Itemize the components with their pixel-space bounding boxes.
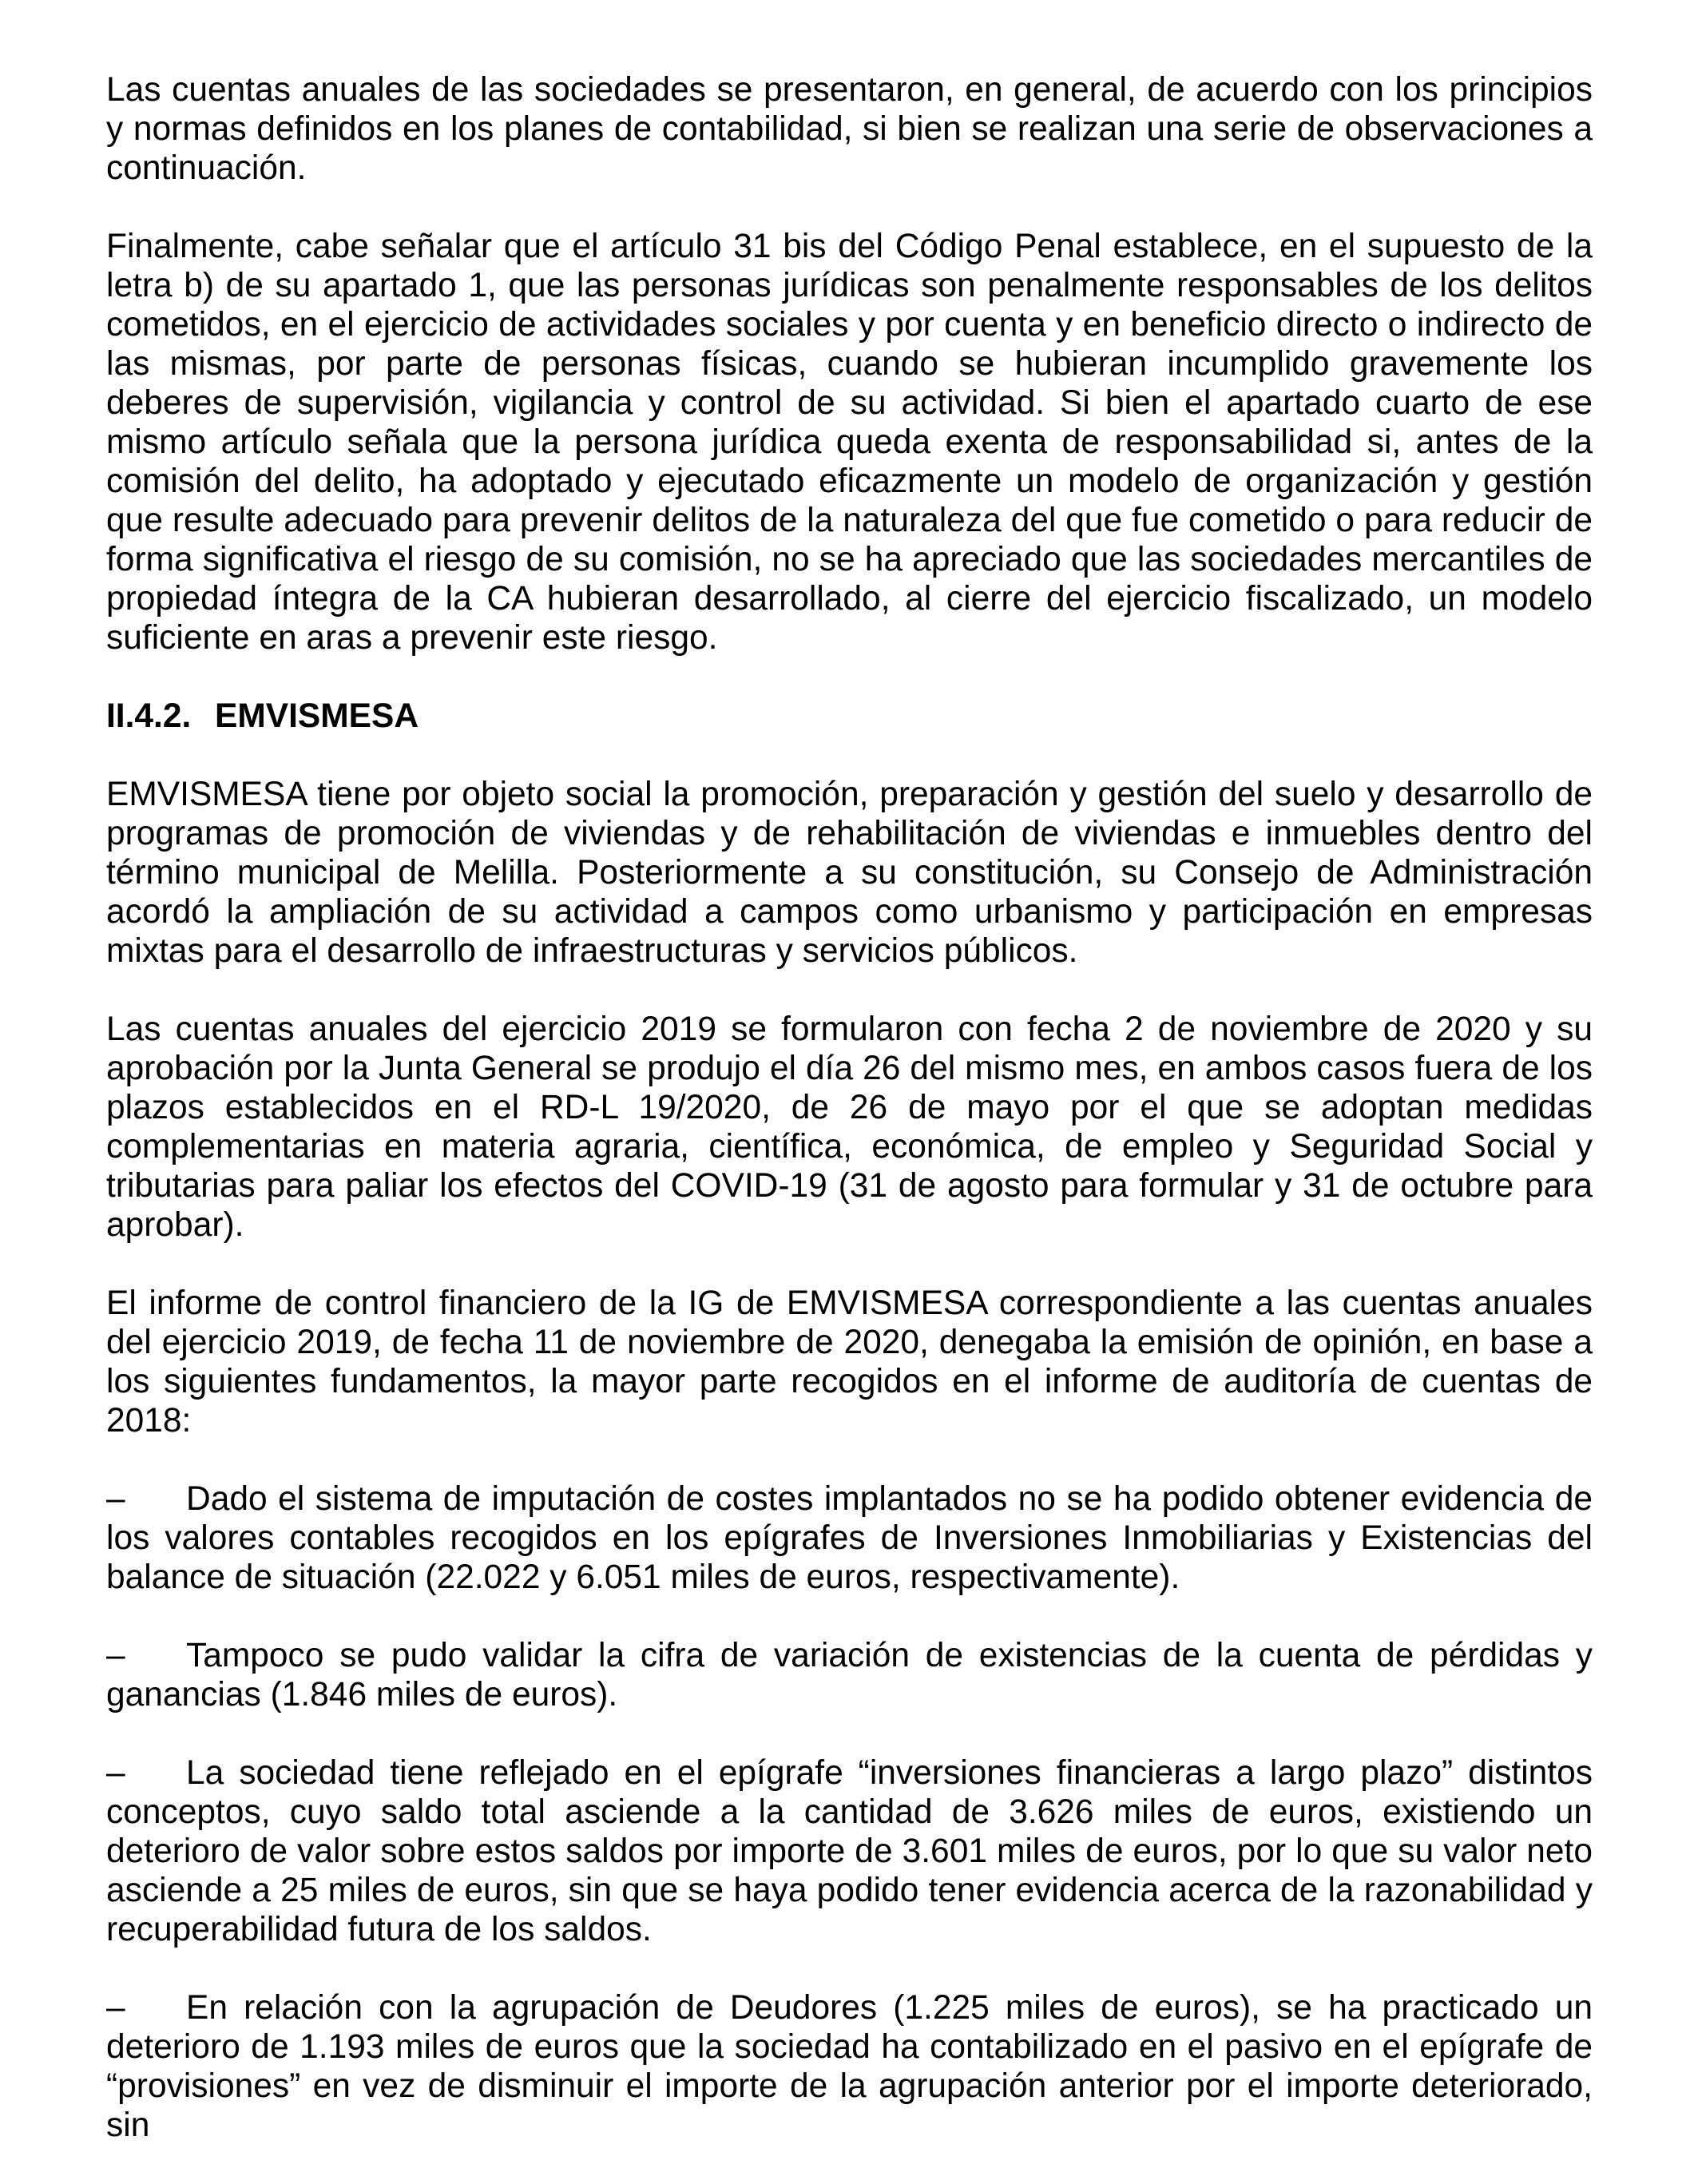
section-number: II.4.2.	[106, 697, 192, 735]
section-title: EMVISMESA	[215, 697, 419, 735]
bullet-item	[106, 1753, 1593, 1949]
bullet-item	[106, 1636, 1593, 1714]
dash-marker: –	[106, 1480, 125, 1518]
bullet-text: En relación con la agrupación de Deudores (1.225 miles de euros), se ha practicado un deterioro de 1.193 miles de euros que la sociedad ha contabilizado en el pasivo en el epígrafe de “provisiones” en vez de disminuir el importe de la agrupación anterior por el importe deteriorado, sin	[106, 1989, 1593, 2144]
paragraph-cuentas-anuales: Las cuentas anuales de las sociedades se presentaron, en general, de acuerdo con los principios y normas definidos en los planes de contabilidad, si bien se realizan una serie de observaciones a continuación.	[106, 71, 1593, 187]
bullet-text: Tampoco se pudo validar la cifra de variación de existencias de la cuenta de pérdidas y ganancias (1.846 miles de euros).	[106, 1637, 1593, 1713]
section-heading	[106, 697, 1593, 736]
paragraph-cuentas-2019: Las cuentas anuales del ejercicio 2019 se formularon con fecha 2 de noviembre de 2020 y su aprobación por la Junta General se produjo el día 26 del mismo mes, en ambos casos fuera de los plazos establecidos en el RD-L 19/2020, de 26 de mayo por el que se adoptan medidas complementarias en materia agraria, científica, económica, de empleo y Seguridad Social y tributarias para paliar los efectos del COVID-19 (31 de agosto para formular y 31 de octubre para aprobar).	[106, 1011, 1593, 1244]
document-page	[106, 70, 1593, 2184]
bullet-item	[106, 1479, 1593, 1597]
dash-marker: –	[106, 1989, 125, 2027]
bullet-text: Dado el sistema de imputación de costes implantados no se ha podido obtener evidencia de los valores contables recogidos en los epígrafes de Inversiones Inmobiliarias y Existencias del balance de situación (22.022 y 6.051 miles de euros, respectivamente).	[106, 1480, 1593, 1596]
paragraph-informe-control: El informe de control financiero de la IG de EMVISMESA correspondiente a las cuentas anuales del ejercicio 2019, de fecha 11 de noviembre de 2020, denegaba la emisión de opinión, en base a los siguientes fundamentos, la mayor parte recogidos en el informe de auditoría de cuentas de 2018:	[106, 1285, 1593, 1439]
dash-marker: –	[106, 1754, 125, 1792]
paragraph-objeto-social: EMVISMESA tiene por objeto social la promoción, preparación y gestión del suelo y desarrollo de programas de promoción de viviendas y de rehabilitación de viviendas e inmuebles dentro del término municipal de Melilla. Posteriormente a su constitución, su Consejo de Administración acordó la ampliación de su actividad a campos como urbanismo y participación en empresas mixtas para el desarrollo de infraestructuras y servicios públicos.	[106, 776, 1593, 970]
dash-marker: –	[106, 1637, 125, 1674]
bullet-text: La sociedad tiene reflejado en el epígrafe “inversiones financieras a largo plazo” distintos conceptos, cuyo saldo total asciende a la cantidad de 3.626 miles de euros, existiendo un deterioro de valor sobre estos saldos por importe de 3.601 miles de euros, por lo que su valor neto asciende a 25 miles de euros, sin que se haya podido tener evidencia acerca de la razonabilidad y recuperabilidad futura de los saldos.	[106, 1754, 1593, 1948]
bullet-item	[106, 1988, 1593, 2145]
paragraph-codigo-penal: Finalmente, cabe señalar que el artículo 31 bis del Código Penal establece, en el supuesto de la letra b) de su apartado 1, que las personas jurídicas son penalmente responsables de los delitos cometidos, en el ejercicio de actividades sociales y por cuenta y en beneficio directo o indirecto de las mismas, por parte de personas físicas, cuando se hubieran incumplido gravemente los deberes de supervisión, vigilancia y control de su actividad. Si bien el apartado cuarto de ese mismo artículo señala que la persona jurídica queda exenta de responsabilidad si, antes de la comisión del delito, ha adoptado y ejecutado eficazmente un modelo de organización y gestión que resulte adecuado para prevenir delitos de la naturaleza del que fue cometido o para reducir de forma significativa el riesgo de su comisión, no se ha apreciado que las sociedades mercantiles de propiedad íntegra de la CA hubieran desarrollado, al cierre del ejercicio fiscalizado, un modelo suficiente en aras a prevenir este riesgo.	[106, 228, 1593, 657]
